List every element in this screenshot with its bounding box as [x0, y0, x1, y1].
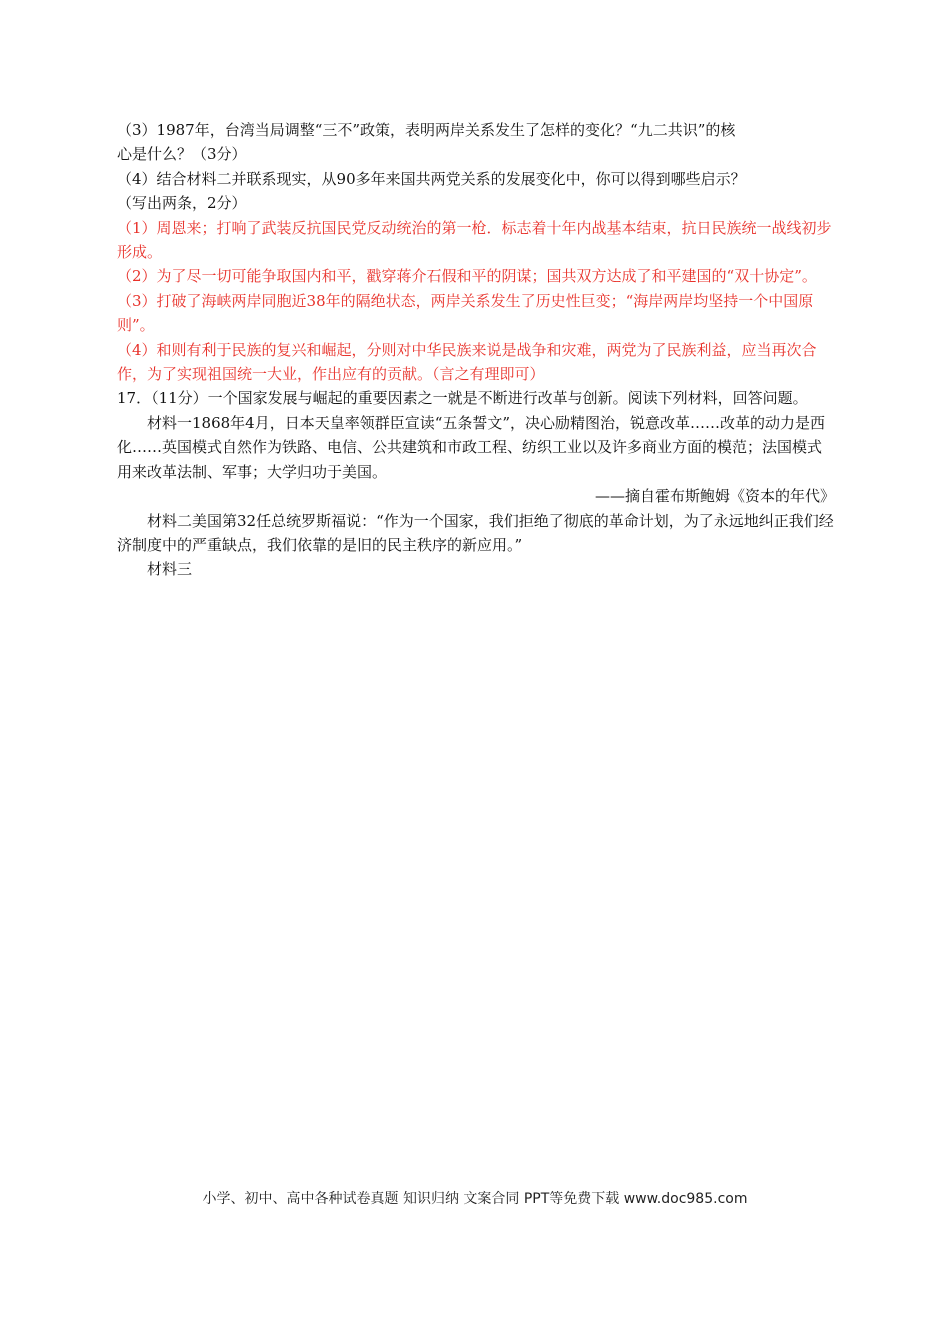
- answer-4: （4）和则有利于民族的复兴和崛起，分则对中华民族来说是战争和灾难，两党为了民族利益，应当再次合作，为了实现祖国统一大业，作出应有的贡献。（言之有理即可）: [117, 340, 817, 384]
- page-footer: 小学、初中、高中各种试卷真题 知识归纳 文案合同 PPT等免费下载 www.doc985.com: [202, 1191, 748, 1207]
- answer-3: （3）打破了海峡两岸同胞近38年的隔绝状态，两岸关系发生了历史性巨变；“海岸两岸均坚持一个中国原则”。: [117, 291, 814, 335]
- question-4-line-2: （写出两条，2分）: [117, 194, 247, 213]
- material-1: 材料一1868年4月，日本天皇率领群臣宣读“五条誓文”，决心励精图治，锐意改革……改革的动力是西化……英国模式自然作为铁路、电信、公共建筑和市政工程、纺织工业以及许多商业方面的模范；法国模式用来改革法制、军事；大学归功于美国。: [117, 413, 826, 481]
- page-content: [117, 118, 835, 582]
- answer-1: （1）周恩来；打响了武装反抗国民党反动统治的第一枪．标志着十年内战基本结束，抗日民族统一战线初步形成。: [117, 218, 832, 262]
- material-3: 材料三: [147, 560, 193, 579]
- question-3-line-2: 心是什么？（3分）: [117, 145, 247, 164]
- answer-2: （2）为了尽一切可能争取国内和平，戳穿蒋介石假和平的阴谋；国共双方达成了和平建国的“双十协定”。: [117, 267, 817, 286]
- question-3-line-1: （3）1987年，台湾当局调整“三不”政策，表明两岸关系发生了怎样的变化？“九二共识”的核: [117, 121, 736, 139]
- question-17-stem: 17．（11分）一个国家发展与崛起的重要因素之一就是不断进行改革与创新。阅读下列材料，回答问题。: [117, 389, 808, 408]
- material-2: 材料二美国第32任总统罗斯福说：“作为一个国家，我们拒绝了彻底的革命计划，为了永远地纠正我们经济制度中的严重缺点，我们依靠的是旧的民主秩序的新应用。”: [117, 511, 834, 554]
- material-1-source: ——摘自霍布斯鲍姆《资本的年代》: [594, 487, 835, 506]
- question-4-line-1: （4）结合材料二并联系现实，从90多年来国共两党关系的发展变化中，你可以得到哪些启示？: [117, 169, 746, 188]
